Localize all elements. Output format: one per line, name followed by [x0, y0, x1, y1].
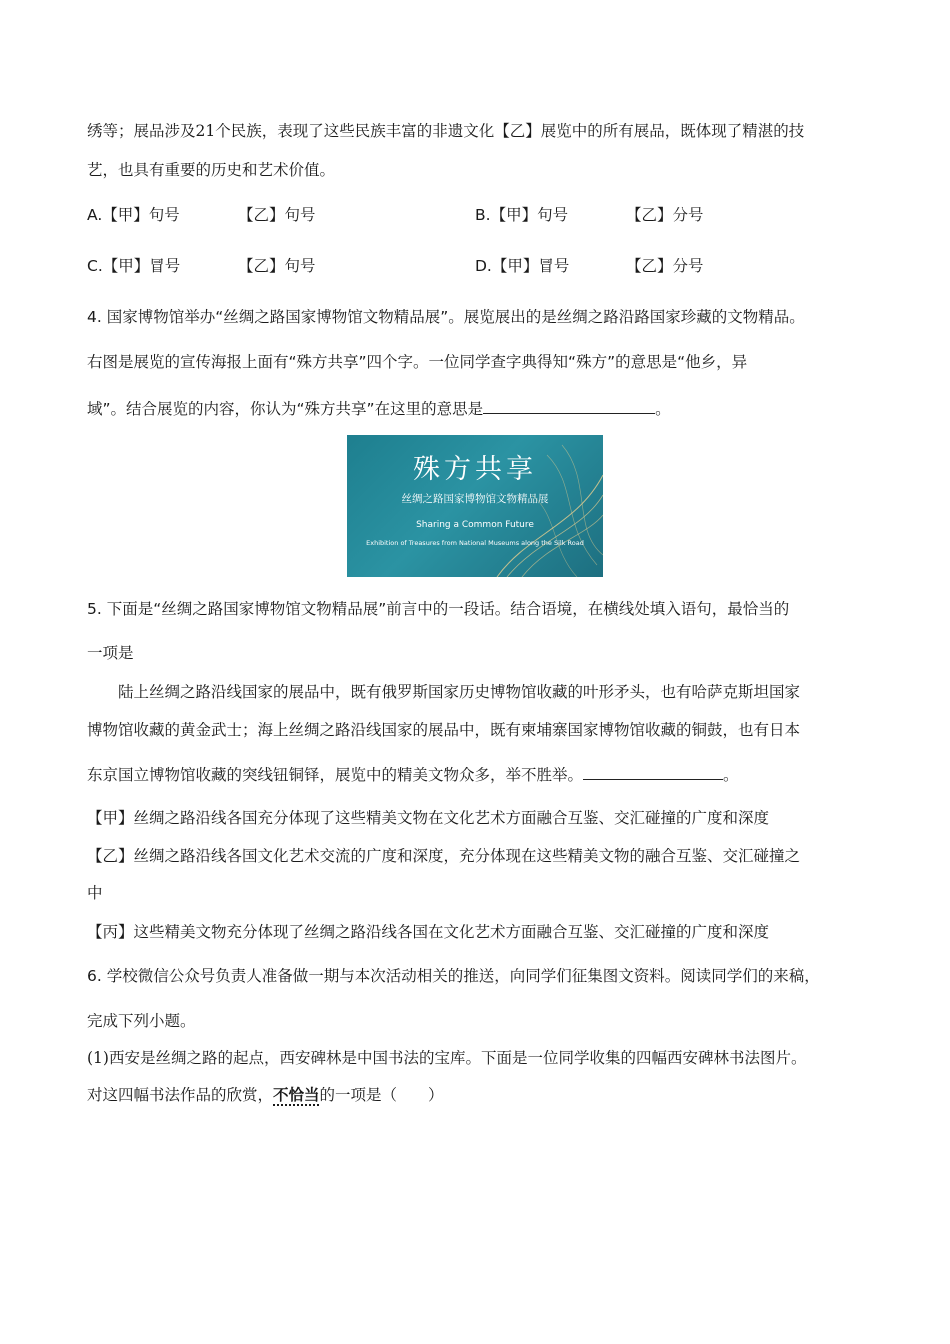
q3-option-b-part-b: 【乙】分号 [626, 206, 704, 224]
poster-subtitle: 丝绸之路国家博物馆文物精品展 [401, 493, 549, 505]
q5-choice-yi-line-1: 【乙】丝绸之路沿线各国文化艺术交流的广度和深度，充分体现在这些精美文物的融合互鉴、交汇碰撞之 [87, 847, 801, 865]
q3-text-line-2: 艺，也具有重要的历史和艺术价值。 [87, 161, 336, 179]
q5-answer-blank[interactable] [583, 763, 723, 780]
q3-option-d-part-b: 【乙】分号 [626, 257, 704, 275]
q5-choice-jia: 【甲】丝绸之路沿线各国充分体现了这些精美文物在文化艺术方面融合互鉴、交汇碰撞的广度和深度 [87, 809, 770, 827]
option-part-a: 【甲】句号 [102, 206, 180, 224]
q4-answer-blank[interactable] [483, 397, 655, 414]
q5-passage-end: 。 [723, 766, 739, 784]
q5-choice-yi-line-2: 中 [87, 884, 103, 902]
exhibition-poster-image [347, 435, 603, 577]
q3-option-a-part-b: 【乙】句号 [238, 206, 316, 224]
q3-text-line-1: 绣等；展品涉及21个民族，表现了这些民族丰富的非遗文化【乙】展览中的所有展品，既体现了精湛的技 [87, 122, 805, 140]
q4-text-line-1: 4. 国家博物馆举办“丝绸之路国家博物馆文物精品展”。展览展出的是丝绸之路沿路国家珍藏的文物精品。 [87, 308, 805, 326]
option-part-a: 【甲】句号 [490, 206, 569, 224]
q6-text-line-2: 完成下列小题。 [87, 1012, 196, 1030]
option-part-a: 【甲】冒号 [102, 257, 181, 275]
poster-english-title: Sharing a Common Future [416, 520, 534, 530]
q5-passage-line-2: 博物馆收藏的黄金武士；海上丝绸之路沿线国家的展品中，既有柬埔寨国家博物馆收藏的铜鼓，也有日本 [87, 721, 801, 739]
option-letter: C. [87, 257, 103, 275]
q5-choice-bing: 【丙】这些精美文物充分体现了丝绸之路沿线各国在文化艺术方面融合互鉴、交汇碰撞的广度和深度 [87, 923, 770, 941]
q6-sub1-line-2 [87, 1085, 444, 1105]
option-part-a: 【甲】冒号 [491, 257, 570, 275]
q6-sub1-line-1: (1)西安是丝绸之路的起点，西安碑林是中国书法的宝库。下面是一位同学收集的四幅西安碑林书法图片。 [87, 1049, 807, 1067]
q5-passage-line-3 [87, 763, 739, 785]
q5-text-line-1: 5. 下面是“丝绸之路国家博物馆文物精品展”前言中的一段话。结合语境，在横线处填入语句，最恰当的 [87, 600, 790, 618]
q6-text-line-1: 6. 学校微信公众号负责人准备做一期与本次活动相关的推送，向同学们征集图文资料。阅读同学们的来稿， [87, 967, 820, 985]
q5-passage-line-1: 陆上丝绸之路沿线国家的展品中，既有俄罗斯国家历史博物馆收藏的叶形矛头，也有哈萨克斯坦国家 [118, 683, 801, 701]
q3-option-c-part-b: 【乙】句号 [238, 257, 316, 275]
q3-option-d[interactable] [475, 256, 569, 276]
q4-line3-text: 域”。结合展览的内容，你认为“殊方共享”在这里的意思是 [87, 400, 484, 418]
poster-title: 殊方共享 [413, 454, 537, 485]
q6-emphasis: 不恰当 [273, 1086, 320, 1104]
option-letter: A. [87, 206, 103, 224]
q3-option-c[interactable] [87, 256, 180, 276]
q4-text-line-3 [87, 397, 671, 419]
option-letter: D. [475, 257, 492, 275]
q4-line3-end: 。 [655, 400, 671, 418]
q3-option-b[interactable] [475, 205, 568, 225]
q3-option-a[interactable] [87, 205, 180, 225]
poster-english-subtitle: Exhibition of Treasures from National Museums along the Silk Road [366, 539, 584, 547]
q6-sub1-text: 对这四幅书法作品的欣赏， [87, 1086, 274, 1104]
q6-sub1-end: 的一项是（ ） [319, 1086, 444, 1104]
q5-text-line-2: 一项是 [87, 644, 134, 662]
q4-text-line-2: 右图是展览的宣传海报上面有“殊方共享”四个字。一位同学查字典得知“殊方”的意思是“他乡，异 [87, 353, 748, 371]
q5-passage-text: 东京国立博物馆收藏的突线钮铜铎，展览中的精美文物众多，举不胜举。 [87, 766, 584, 784]
option-letter: B. [475, 206, 491, 224]
